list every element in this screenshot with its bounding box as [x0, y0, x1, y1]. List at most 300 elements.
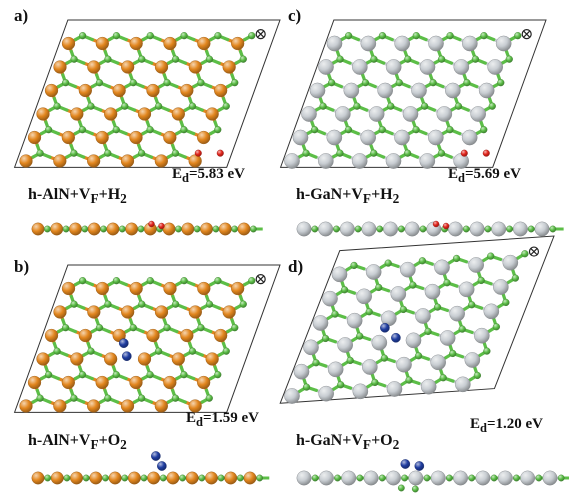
n-atom — [113, 371, 120, 378]
n-atom — [493, 323, 500, 330]
n-atom — [419, 257, 426, 264]
n-atom — [88, 348, 95, 355]
ga-atom — [411, 83, 426, 98]
al-atom — [147, 329, 160, 342]
n-atom — [447, 32, 454, 39]
al-atom — [54, 306, 67, 319]
ga-atom — [496, 36, 511, 51]
al-atom — [28, 376, 41, 389]
n-atom — [449, 350, 456, 357]
n-atom — [468, 301, 475, 308]
n-atom — [351, 262, 358, 269]
n-atom — [347, 357, 354, 364]
side-n-atom — [334, 475, 340, 481]
panel-c-label: c) — [288, 6, 302, 25]
ga-atom — [328, 362, 343, 377]
n-atom — [214, 371, 221, 378]
side-n-atom — [312, 475, 318, 481]
side-n-atom — [491, 475, 497, 481]
n-atom — [79, 371, 86, 378]
n-atom — [404, 150, 411, 157]
o-atom — [380, 323, 389, 332]
n-atom — [415, 352, 422, 359]
al-atom — [231, 37, 244, 50]
n-atom — [54, 103, 61, 110]
panel-c-energy: $E_d=5.69$ eV — [448, 166, 522, 185]
n-atom — [214, 126, 221, 133]
al-atom — [147, 84, 160, 97]
ga-atom — [319, 386, 334, 401]
ga-atom — [327, 36, 342, 51]
n-atom — [409, 282, 416, 289]
n-atom — [311, 126, 318, 133]
al-atom — [223, 61, 236, 74]
side-n-atom — [398, 485, 404, 491]
side-n-atom — [536, 475, 542, 481]
side-o-atom — [401, 459, 410, 468]
side-al-atom — [70, 472, 82, 484]
panel-b-energy: $E_d=1.59$ eV — [186, 410, 260, 429]
n-atom — [164, 79, 171, 86]
ga-atom — [362, 359, 377, 374]
al-atom — [53, 400, 66, 413]
side-n-atom — [513, 475, 519, 481]
al-atom — [189, 306, 202, 319]
ga-atom — [420, 59, 435, 74]
side-al-atom — [107, 223, 119, 235]
al-atom — [130, 131, 143, 144]
side-al-atom — [244, 472, 256, 484]
ga-atom — [352, 59, 367, 74]
n-atom — [231, 324, 238, 331]
n-atom — [356, 333, 363, 340]
ga-atom — [391, 286, 406, 301]
n-atom — [303, 384, 310, 391]
side-n-atom — [213, 226, 219, 232]
ga-atom — [294, 364, 309, 379]
n-atom — [381, 355, 388, 362]
side-n-atom — [469, 475, 475, 481]
ga-atom — [503, 255, 518, 270]
side-al-atom — [182, 223, 194, 235]
n-atom — [379, 126, 386, 133]
n-atom — [430, 79, 437, 86]
al-atom — [62, 37, 75, 50]
n-atom — [421, 103, 428, 110]
side-o-atom — [151, 451, 160, 460]
n-atom — [521, 250, 528, 257]
side-ga-atom — [405, 222, 419, 236]
o-atom — [119, 339, 128, 348]
ga-atom — [293, 130, 308, 145]
o-atom — [122, 352, 131, 361]
n-atom — [322, 335, 329, 342]
side-n-atom — [401, 475, 407, 481]
al-atom — [130, 376, 143, 389]
n-atom — [79, 32, 86, 39]
n-atom — [104, 395, 111, 402]
side-n-atom — [122, 475, 128, 481]
side-n-atom — [231, 226, 237, 232]
side-h-atom — [433, 221, 439, 227]
al-atom — [138, 353, 151, 366]
n-atom — [37, 150, 44, 157]
ga-atom — [366, 264, 381, 279]
n-atom — [464, 79, 471, 86]
ga-atom — [479, 83, 494, 98]
al-atom — [130, 37, 143, 50]
ga-atom — [455, 377, 470, 392]
panel-a-formula: $h-AlN+V_F+H_2$ — [28, 186, 127, 207]
al-atom — [62, 376, 75, 389]
side-al-atom — [167, 472, 179, 484]
n-atom — [104, 150, 111, 157]
side-n-atom — [44, 226, 50, 232]
panel-a-label: a) — [14, 6, 29, 25]
n-atom — [223, 348, 230, 355]
panel-b-label: b) — [14, 257, 30, 276]
side-ga-atom — [297, 471, 311, 485]
side-ga-atom — [513, 222, 527, 236]
panel-c-formula: $h-GaN+V_F+H_2$ — [296, 186, 400, 207]
ga-atom — [445, 83, 460, 98]
side-n-atom — [237, 475, 243, 481]
ga-atom — [396, 357, 411, 372]
side-n-atom — [333, 226, 339, 232]
n-atom — [189, 348, 196, 355]
side-n-atom — [160, 475, 166, 481]
n-atom — [483, 348, 490, 355]
n-atom — [172, 150, 179, 157]
ga-atom — [284, 388, 299, 403]
side-n-atom — [179, 475, 185, 481]
ga-atom — [484, 304, 499, 319]
side-ga-atom — [364, 471, 378, 485]
n-atom — [147, 277, 154, 284]
n-atom — [366, 308, 373, 315]
side-ga-atom — [470, 222, 484, 236]
side-n-atom — [379, 475, 385, 481]
n-atom — [105, 301, 112, 308]
side-n-atom — [175, 226, 181, 232]
n-atom — [404, 56, 411, 63]
n-atom — [88, 103, 95, 110]
n-atom — [455, 103, 462, 110]
axis-marker-cross — [258, 31, 264, 37]
side-al-atom — [69, 223, 81, 235]
al-atom — [96, 37, 109, 50]
al-atom — [20, 155, 33, 168]
axis-marker-cross — [531, 249, 537, 255]
n-atom — [240, 56, 247, 63]
ga-atom — [465, 352, 480, 367]
side-n-atom — [357, 475, 363, 481]
ga-atom — [322, 291, 337, 306]
side-n-atom — [138, 226, 144, 232]
n-atom — [71, 301, 78, 308]
n-atom — [337, 56, 344, 63]
side-ga-atom — [319, 471, 333, 485]
al-atom — [54, 61, 67, 74]
al-atom — [87, 400, 100, 413]
al-atom — [164, 282, 177, 295]
n-atom — [138, 395, 145, 402]
al-atom — [121, 155, 134, 168]
n-atom — [438, 150, 445, 157]
n-atom — [172, 301, 179, 308]
side-n-atom — [424, 475, 430, 481]
side-ga-atom — [448, 222, 462, 236]
n-atom — [313, 359, 320, 366]
n-atom — [181, 126, 188, 133]
n-atom — [96, 324, 103, 331]
n-atom — [413, 32, 420, 39]
al-atom — [70, 353, 83, 366]
n-atom — [147, 32, 154, 39]
side-n-atom — [64, 475, 70, 481]
n-atom — [406, 377, 413, 384]
al-atom — [214, 84, 227, 97]
side-ga-atom — [453, 471, 467, 485]
n-atom — [425, 328, 432, 335]
n-atom — [206, 56, 213, 63]
ga-atom — [284, 153, 299, 168]
axis-marker-cross — [524, 31, 530, 37]
side-ga-atom — [362, 222, 376, 236]
al-atom — [87, 155, 100, 168]
side-h-atom — [158, 223, 164, 229]
ga-atom — [344, 83, 359, 98]
n-atom — [472, 56, 479, 63]
n-atom — [206, 395, 213, 402]
n-atom — [215, 32, 222, 39]
n-atom — [487, 253, 494, 260]
n-atom — [189, 103, 196, 110]
side-al-atom — [90, 472, 102, 484]
side-ga-atom — [409, 471, 423, 485]
n-atom — [303, 150, 310, 157]
n-atom — [147, 126, 154, 133]
n-atom — [79, 277, 86, 284]
n-atom — [434, 304, 441, 311]
ga-atom — [387, 381, 402, 396]
side-al-atom — [32, 223, 44, 235]
ga-atom — [395, 36, 410, 51]
al-atom — [62, 131, 75, 144]
side-ga-atom — [535, 222, 549, 236]
n-atom — [54, 348, 61, 355]
side-al-atom — [200, 223, 212, 235]
ga-atom — [459, 282, 474, 297]
n-atom — [332, 311, 339, 318]
n-atom — [181, 32, 188, 39]
side-n-atom — [312, 226, 318, 232]
side-ga-atom — [342, 471, 356, 485]
ga-atom — [437, 106, 452, 121]
al-atom — [37, 108, 50, 121]
n-atom — [371, 56, 378, 63]
side-ga-atom — [340, 222, 354, 236]
side-al-atom — [125, 223, 137, 235]
ga-atom — [303, 340, 318, 355]
n-atom — [481, 32, 488, 39]
n-atom — [474, 372, 481, 379]
side-ga-atom — [386, 471, 400, 485]
al-atom — [197, 37, 210, 50]
n-atom — [113, 277, 120, 284]
al-atom — [121, 400, 134, 413]
panel-d-formula: $h-GaN+V_F+O_2$ — [296, 432, 400, 453]
n-atom — [413, 126, 420, 133]
n-atom — [71, 150, 78, 157]
n-atom — [113, 126, 120, 133]
side-n-atom — [199, 475, 205, 481]
side-o-atom — [157, 461, 166, 470]
ga-atom — [431, 355, 446, 370]
n-atom — [138, 150, 145, 157]
side-n-atom — [218, 475, 224, 481]
ga-atom — [428, 36, 443, 51]
ga-atom — [474, 328, 489, 343]
ga-atom — [361, 36, 376, 51]
al-atom — [121, 61, 134, 74]
n-atom — [138, 301, 145, 308]
al-atom — [87, 306, 100, 319]
side-al-atom — [205, 472, 217, 484]
n-atom — [155, 103, 162, 110]
n-atom — [345, 126, 352, 133]
n-atom — [337, 381, 344, 388]
n-atom — [130, 79, 137, 86]
ga-atom — [369, 106, 384, 121]
n-atom — [248, 32, 255, 39]
ga-atom — [332, 267, 347, 282]
side-n-atom — [412, 486, 418, 492]
panel-a-energy: $E_d=5.83$ eV — [172, 166, 246, 185]
n-atom — [172, 56, 179, 63]
n-atom — [387, 103, 394, 110]
al-atom — [172, 108, 185, 121]
panel-b-formula: $h-AlN+V_F+O_2$ — [28, 432, 127, 453]
ga-atom — [386, 153, 401, 168]
al-atom — [155, 400, 168, 413]
n-atom — [354, 103, 361, 110]
panel-d-energy: $E_d=1.20$ eV — [470, 416, 544, 435]
side-n-atom — [102, 475, 108, 481]
n-atom — [215, 277, 222, 284]
n-atom — [497, 79, 504, 86]
ga-atom — [462, 130, 477, 145]
al-atom — [130, 282, 143, 295]
n-atom — [121, 103, 128, 110]
ga-atom — [400, 262, 415, 277]
side-al-atom — [51, 223, 63, 235]
n-atom — [385, 260, 392, 267]
al-atom — [70, 108, 83, 121]
panel-d-label: d) — [288, 257, 304, 276]
ga-atom — [318, 59, 333, 74]
n-atom — [396, 79, 403, 86]
n-atom — [453, 255, 460, 262]
side-n-atom — [506, 226, 512, 232]
al-atom — [53, 155, 66, 168]
side-ga-atom — [383, 222, 397, 236]
n-atom — [113, 32, 120, 39]
n-atom — [514, 32, 521, 39]
al-atom — [87, 61, 100, 74]
side-o-atom — [415, 461, 424, 470]
h-atom — [195, 150, 202, 157]
ga-atom — [313, 315, 328, 330]
ga-atom — [406, 333, 421, 348]
n-atom — [181, 277, 188, 284]
side-al-atom — [219, 223, 231, 235]
n-atom — [341, 286, 348, 293]
n-atom — [345, 32, 352, 39]
n-atom — [375, 284, 382, 291]
ga-atom — [428, 130, 443, 145]
side-ga-atom — [498, 471, 512, 485]
n-atom — [506, 56, 513, 63]
h-atom — [483, 150, 490, 157]
n-atom — [502, 299, 509, 306]
al-atom — [197, 376, 210, 389]
ga-atom — [434, 260, 449, 275]
al-atom — [96, 282, 109, 295]
al-atom — [28, 131, 41, 144]
ga-atom — [488, 59, 503, 74]
al-atom — [214, 329, 227, 342]
ga-atom — [469, 257, 484, 272]
al-atom — [197, 131, 210, 144]
side-n-atom — [463, 226, 469, 232]
n-atom — [447, 126, 454, 133]
side-al-atom — [147, 472, 159, 484]
ga-atom — [403, 106, 418, 121]
al-atom — [223, 306, 236, 319]
al-atom — [180, 84, 193, 97]
al-atom — [231, 282, 244, 295]
al-atom — [155, 155, 168, 168]
side-n-atom — [485, 226, 491, 232]
n-atom — [328, 79, 335, 86]
ga-atom — [425, 284, 440, 299]
n-atom — [223, 103, 230, 110]
n-atom — [37, 395, 44, 402]
al-atom — [121, 306, 134, 319]
n-atom — [198, 324, 205, 331]
al-atom — [163, 131, 176, 144]
n-atom — [172, 395, 179, 402]
n-atom — [181, 371, 188, 378]
h-atom — [217, 150, 224, 157]
atom-layer — [20, 32, 529, 412]
n-atom — [62, 79, 69, 86]
ga-atom — [301, 106, 316, 121]
al-atom — [138, 108, 151, 121]
side-n-atom — [355, 226, 361, 232]
al-atom — [180, 329, 193, 342]
ga-atom — [440, 330, 455, 345]
n-atom — [62, 324, 69, 331]
side-n-atom — [398, 226, 404, 232]
al-atom — [62, 282, 75, 295]
n-atom — [370, 150, 377, 157]
ga-atom — [415, 308, 430, 323]
al-atom — [172, 353, 185, 366]
al-atom — [79, 84, 92, 97]
n-atom — [320, 103, 327, 110]
